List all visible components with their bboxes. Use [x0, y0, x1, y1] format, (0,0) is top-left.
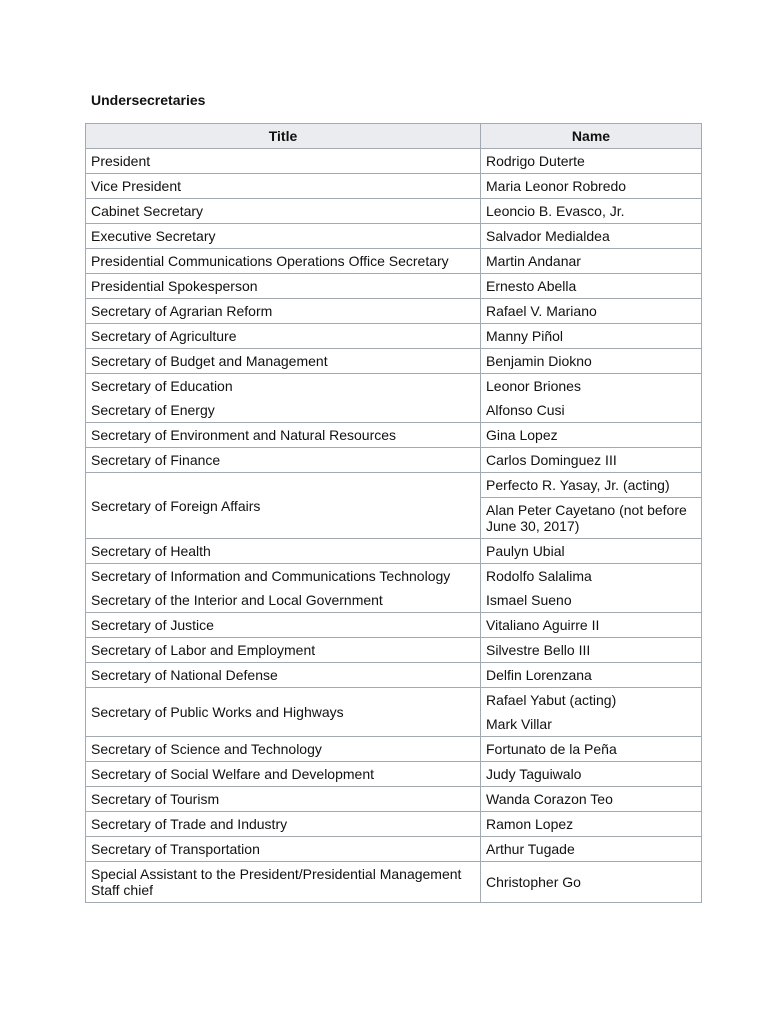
name-cell: Ramon Lopez: [481, 812, 702, 837]
title-cell: Secretary of Agriculture: [86, 324, 481, 349]
name-cell: Maria Leonor Robredo: [481, 174, 702, 199]
name-cell: Mark Villar: [481, 712, 702, 737]
table-row: [86, 837, 702, 862]
title-cell: Secretary of the Interior and Local Government: [86, 588, 481, 613]
name-cell: Ismael Sueno: [481, 588, 702, 613]
name-cell: Alfonso Cusi: [481, 398, 702, 423]
cabinet-table: [85, 123, 702, 903]
table-row: [86, 398, 702, 423]
name-cell: Rodolfo Salalima: [481, 564, 702, 589]
table-row: [86, 588, 702, 613]
title-cell: Presidential Spokesperson: [86, 274, 481, 299]
title-cell: Secretary of Transportation: [86, 837, 481, 862]
name-cell: Perfecto R. Yasay, Jr. (acting): [481, 473, 702, 498]
title-cell: President: [86, 149, 481, 174]
name-cell: Rodrigo Duterte: [481, 149, 702, 174]
title-cell: Secretary of Health: [86, 539, 481, 564]
column-header-title: Title: [86, 124, 481, 149]
table-row: [86, 862, 702, 903]
name-cell: Paulyn Ubial: [481, 539, 702, 564]
table-row: [86, 812, 702, 837]
table-row: [86, 299, 702, 324]
table-row: [86, 762, 702, 787]
table-row: [86, 638, 702, 663]
name-cell: Fortunato de la Peña: [481, 737, 702, 762]
column-header-name: Name: [481, 124, 702, 149]
table-row: [86, 539, 702, 564]
table-row: [86, 448, 702, 473]
table-row: [86, 224, 702, 249]
title-cell: Secretary of Information and Communications Technology: [86, 564, 481, 589]
name-cell: Delfin Lorenzana: [481, 663, 702, 688]
title-cell: Secretary of Energy: [86, 398, 481, 423]
name-cell: Vitaliano Aguirre II: [481, 613, 702, 638]
name-cell: Carlos Dominguez III: [481, 448, 702, 473]
title-cell: Presidential Communications Operations Office Secretary: [86, 249, 481, 274]
name-cell: Gina Lopez: [481, 423, 702, 448]
title-cell: Secretary of Trade and Industry: [86, 812, 481, 837]
table-row: [86, 423, 702, 448]
table-row: [86, 564, 702, 589]
table-row: [86, 274, 702, 299]
title-cell: Secretary of Justice: [86, 613, 481, 638]
section-heading: Undersecretaries: [91, 92, 206, 108]
table-row: [86, 688, 702, 713]
name-cell: Martin Andanar: [481, 249, 702, 274]
table-row: [86, 349, 702, 374]
table-row: [86, 787, 702, 812]
table-row: [86, 374, 702, 399]
name-cell: Leoncio B. Evasco, Jr.: [481, 199, 702, 224]
table-row: [86, 174, 702, 199]
name-cell: Silvestre Bello III: [481, 638, 702, 663]
table-row: [86, 737, 702, 762]
table-row: [86, 613, 702, 638]
title-cell: Secretary of Finance: [86, 448, 481, 473]
title-cell: Secretary of Budget and Management: [86, 349, 481, 374]
title-cell: Secretary of Labor and Employment: [86, 638, 481, 663]
name-cell: Ernesto Abella: [481, 274, 702, 299]
name-cell: Rafael Yabut (acting): [481, 688, 702, 713]
table-row: [86, 324, 702, 349]
title-cell: Cabinet Secretary: [86, 199, 481, 224]
title-cell: Secretary of Public Works and Highways: [86, 688, 481, 737]
title-cell: Secretary of Tourism: [86, 787, 481, 812]
name-cell: Christopher Go: [481, 862, 702, 903]
title-cell: Secretary of Foreign Affairs: [86, 473, 481, 539]
name-cell: Leonor Briones: [481, 374, 702, 399]
table-row: [86, 149, 702, 174]
table-row: [86, 199, 702, 224]
title-cell: Secretary of National Defense: [86, 663, 481, 688]
name-cell: Manny Piñol: [481, 324, 702, 349]
name-cell: Rafael V. Mariano: [481, 299, 702, 324]
table-row: [86, 249, 702, 274]
name-cell: Salvador Medialdea: [481, 224, 702, 249]
name-cell: Benjamin Diokno: [481, 349, 702, 374]
name-cell: Judy Taguiwalo: [481, 762, 702, 787]
title-cell: Secretary of Environment and Natural Resources: [86, 423, 481, 448]
title-cell: Vice President: [86, 174, 481, 199]
title-cell: Special Assistant to the President/Presidential Management Staff chief: [86, 862, 481, 903]
title-cell: Secretary of Education: [86, 374, 481, 399]
title-cell: Secretary of Science and Technology: [86, 737, 481, 762]
name-cell: Alan Peter Cayetano (not before June 30, 2017): [481, 498, 702, 539]
name-cell: Arthur Tugade: [481, 837, 702, 862]
title-cell: Secretary of Social Welfare and Development: [86, 762, 481, 787]
title-cell: Executive Secretary: [86, 224, 481, 249]
table-header-row: [86, 124, 702, 149]
title-cell: Secretary of Agrarian Reform: [86, 299, 481, 324]
table-row: [86, 663, 702, 688]
table-row: [86, 473, 702, 498]
name-cell: Wanda Corazon Teo: [481, 787, 702, 812]
